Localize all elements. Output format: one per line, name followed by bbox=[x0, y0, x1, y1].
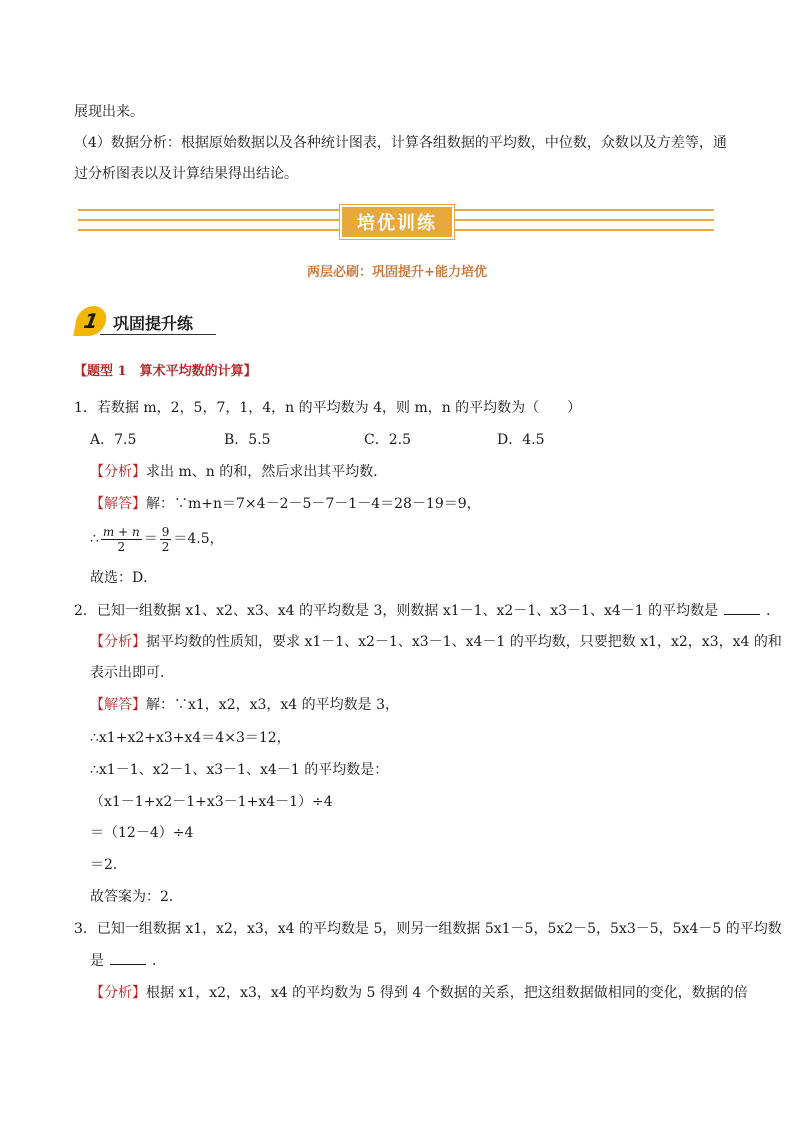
q1-option-d: D．4.5 bbox=[497, 432, 545, 448]
q1-option-a: A．7.5 bbox=[90, 432, 137, 448]
q1-option-c: C．2.5 bbox=[364, 432, 411, 448]
q2-answer-line-2: ∴x1+x2+x3+x4＝4×3＝12， bbox=[90, 730, 291, 746]
q1-choice: 故选：D． bbox=[90, 570, 158, 586]
q2-analysis-line-1 bbox=[90, 632, 782, 652]
q2-answer-line-1 bbox=[90, 695, 399, 715]
equals-sign: ＝ bbox=[143, 531, 158, 547]
q2-answer-text-1: 解：∵x1，x2，x3，x4 的平均数是 3， bbox=[146, 697, 400, 713]
fraction-9-over-2 bbox=[160, 525, 172, 554]
fraction-result: ＝4.5， bbox=[173, 531, 224, 547]
q3-analysis-line-1 bbox=[90, 983, 748, 1003]
q1-answer-text-1: 解：∵m+n＝7×4－2－5－7－1－4＝28－19＝9， bbox=[146, 496, 481, 512]
section-title: 巩固提升练 bbox=[113, 314, 194, 333]
q2-answer-line-4: （x1－1+x2－1+x3－1+x4－1）÷4 bbox=[90, 794, 333, 810]
analysis-tag: 【分析】 bbox=[90, 464, 146, 480]
q1-answer-fraction-line bbox=[90, 522, 224, 556]
intro-line-1: 展现出来。 bbox=[74, 104, 144, 120]
therefore-symbol: ∴ bbox=[90, 531, 99, 547]
q2-stem-text: 2．已知一组数据 x1、x2、x3、x4 的平均数是 3，则数据 x1－1、x2－1、x3－1、x4－1 的平均数是 bbox=[74, 603, 719, 619]
analysis-tag: 【分析】 bbox=[90, 634, 146, 650]
fraction-numerator: m + n bbox=[102, 524, 140, 539]
section-underline bbox=[100, 334, 216, 335]
q2-answer-line-3: ∴x1－1、x2－1、x3－1、x4－1 的平均数是： bbox=[90, 762, 389, 778]
q2-stem-end: ． bbox=[766, 603, 781, 619]
q2-analysis-text-1: 据平均数的性质知，要求 x1－1、x2－1、x3－1、x4－1 的平均数，只要把数 x1，x2，x3，x4 的和 bbox=[146, 634, 782, 650]
q2-final-answer: 故答案为：2． bbox=[90, 889, 183, 905]
q2-analysis-line-2: 表示出即可． bbox=[90, 665, 174, 681]
q2-stem bbox=[74, 600, 780, 621]
section-number-badge: 1 bbox=[73, 306, 108, 336]
analysis-tag: 【分析】 bbox=[90, 985, 146, 1001]
fraction-denominator: 2 bbox=[117, 539, 126, 554]
fraction-denominator: 2 bbox=[161, 539, 170, 554]
answer-tag: 【解答】 bbox=[90, 496, 146, 512]
q3-analysis-text-1: 根据 x1，x2，x3，x4 的平均数为 5 得到 4 个数据的关系，把这组数据做相同的变化，数据的倍 bbox=[146, 985, 748, 1001]
q1-answer-line-1 bbox=[90, 494, 481, 514]
intro-line-2: （4）数据分析：根据原始数据以及各种统计图表，计算各组数据的平均数，中位数，众数以及方差等，通 bbox=[74, 135, 727, 151]
q1-stem: 1．若数据 m，2，5，7，1，4，n 的平均数为 4，则 m，n 的平均数为（ ） bbox=[74, 400, 582, 416]
answer-tag: 【解答】 bbox=[90, 697, 146, 713]
q1-analysis bbox=[90, 462, 387, 482]
q2-answer-line-6: ＝2． bbox=[90, 857, 127, 873]
answer-blank bbox=[724, 600, 760, 615]
q3-stem-line-2 bbox=[90, 950, 166, 971]
banner-subtitle: 两层必刷：巩固提升+能力培优 bbox=[307, 265, 487, 280]
q1-option-b: B．5.5 bbox=[224, 432, 271, 448]
fraction-m-plus-n-over-2 bbox=[101, 525, 142, 554]
q3-stem-text: 是 bbox=[90, 953, 104, 969]
q3-stem-line-1: 3．已知一组数据 x1，x2，x3，x4 的平均数是 5，则另一组数据 5x1－5，5x2－5，5x3－5，5x4－5 的平均数 bbox=[74, 921, 782, 937]
topic-heading: 【题型 1 算术平均数的计算】 bbox=[74, 364, 257, 379]
intro-line-3: 过分析图表以及计算结果得出结论。 bbox=[74, 166, 298, 182]
answer-blank bbox=[110, 950, 146, 965]
q2-answer-line-5: ＝（12－4）÷4 bbox=[90, 825, 194, 841]
q3-stem-end: ． bbox=[152, 953, 166, 969]
q1-analysis-text: 求出 m、n 的和，然后求出其平均数． bbox=[146, 464, 388, 480]
fraction-numerator: 9 bbox=[161, 524, 170, 539]
banner-title: 培优训练 bbox=[340, 205, 454, 239]
